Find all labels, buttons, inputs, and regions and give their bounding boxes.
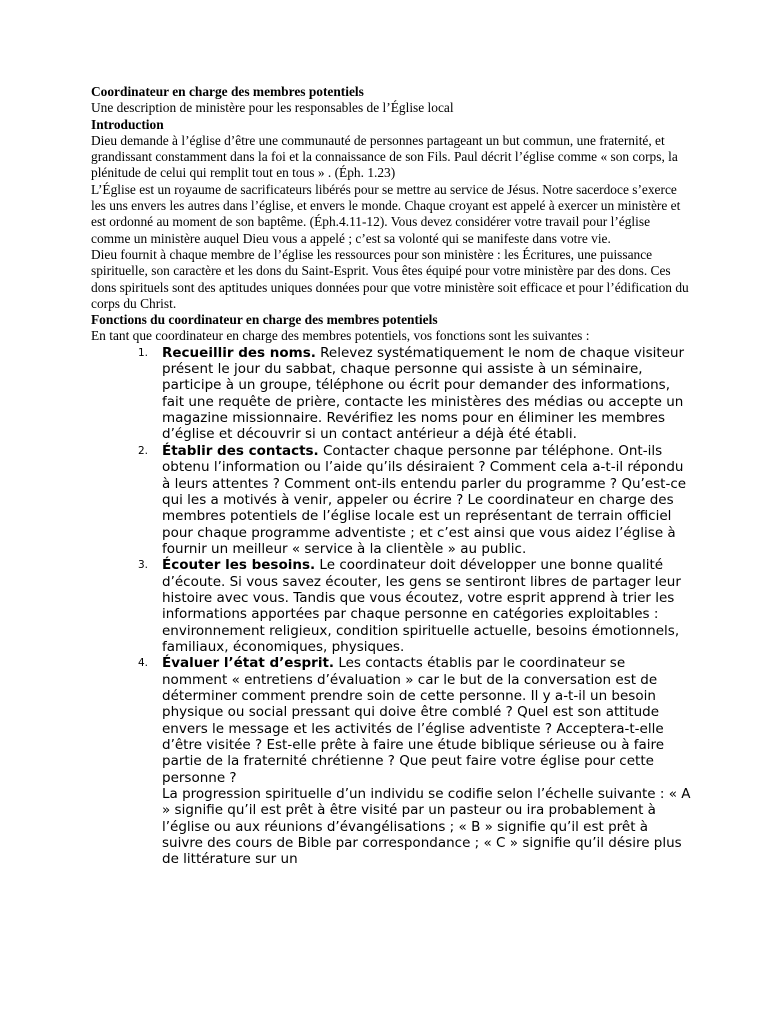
intro-paragraph: Dieu demande à l’église d’être une communauté de personnes partageant un but commun, une fraternité, et grandissant constamment dans la foi et la connaissance de son Fils. Paul décrit l’église comme « son corps, la plénitude de celui qui remplit tout en tous » . (Éph. 1.23): [91, 132, 678, 181]
functions-heading: Fonctions du coordinateur en charge des membres potentiels: [91, 312, 438, 328]
item-text: Le coordinateur doit développer une bonne qualité d’écoute. Si vous savez écouter, les gens se sentiront libres de partager leur histoire avec vous. Tandis que vous écoutez, votre esprit apprend à trier les informations apportées par chaque personne en catégories exploitables : environnement religieux, condition spirituelle actuelle, besoins émotionnels, familiaux, économiques, physiques.: [162, 557, 681, 655]
item-text: Contacter chaque personne par téléphone. Ont-ils obtenu l’information ou l’aide qu’ils désiraient ? Comment cela a-t-il répondu à leurs attentes ? Comment ont-ils entendu parler du programme ? Qu’est-ce qui les a motivés à venir, appeler ou écrire ? Le coordinateur en charge des membres potentiels de l’église locale est un représentant de terrain officiel pour chaque programme adventiste ; et c’est ainsi que vous aidez l’église à fournir un meilleur « service à la clientèle » au public.: [162, 442, 687, 557]
list-item: [91, 345, 691, 443]
document-subtitle: Une description de ministère pour les responsables de l’Église local: [91, 100, 454, 116]
list-item: [91, 443, 691, 557]
item-lead: Écouter les besoins.: [162, 557, 316, 574]
functions-list: [91, 345, 691, 868]
list-item: [91, 655, 691, 867]
introduction-heading: Introduction: [91, 116, 164, 132]
functions-intro: En tant que coordinateur en charge des membres potentiels, vos fonctions sont les suivantes :: [91, 328, 590, 344]
list-item: [91, 557, 691, 655]
intro-paragraph: Dieu fournit à chaque membre de l’église les ressources pour son ministère : les Écritures, une puissance spirituelle, son caractère et les dons du Saint-Esprit. Vous êtes équipé pour votre ministère par des dons. Ces dons spirituels sont des aptitudes uniques données pour que votre ministère soit efficace et pour l’édification du corps du Christ.: [91, 246, 689, 311]
item-text: Relevez systématiquement le nom de chaque visiteur présent le jour du sabbat, chaque personne qui assiste à un séminaire, participe à un groupe, téléphone ou écrit pour demander des informations, fait une requête de prière, contacte les ministères des médias ou accepte un magazine missionnaire. Revérifiez les noms pour en éliminer les membres d’église et découvrir si un contact antérieur a déjà été établi.: [162, 344, 685, 443]
document-title: Coordinateur en charge des membres potentiels: [91, 84, 364, 99]
item-continuation: La progression spirituelle d’un individu se codifie selon l’échelle suivante : « A » signifie qu’il est prêt à être visité par un pasteur ou ira probablement à l’église ou aux réunions d’évangélisations ; « B » signifie qu’il est prêt à suivre des cours de Bible par correspondance ; « C » signifie qu’il désire plus de littérature sur un: [162, 786, 691, 868]
document-page: [91, 84, 691, 868]
list-number: 1.: [138, 346, 149, 359]
item-lead: Recueillir des noms.: [162, 344, 316, 361]
item-lead: Établir des contacts.: [162, 442, 319, 459]
list-number: 3.: [138, 559, 149, 572]
intro-paragraph: L’Église est un royaume de sacrificateurs libérés pour se mettre au service de Jésus. Notre sacerdoce s’exerce les uns envers les autres dans l’église, et envers le monde. Chaque croyant est appelé à exercer un ministère et est ordonné au moment de son baptême. (Éph.4.11-12). Vous devez considérer votre travail pour l’église comme un ministère auquel Dieu vous a appelé ; c’est sa volonté qui se manifeste dans votre vie.: [91, 181, 681, 246]
list-number: 4.: [138, 657, 149, 670]
list-number: 2.: [138, 444, 149, 457]
item-lead: Évaluer l’état d’esprit.: [162, 655, 335, 672]
item-text: Les contacts établis par le coordinateur se nomment « entretiens d’évaluation » car le but de la conversation est de déterminer comment prendre soin de cette personne. Il y a-t-il un besoin physique ou social pressant qui doive être comblé ? Quel est son attitude envers le message et les activités de l’église adventiste ? Acceptera-t-elle d’être visitée ? Est-elle prête à faire une étude biblique sérieuse ou à faire partie de la fraternité chrétienne ? Que peut faire votre église pour cette personne ?: [162, 655, 665, 786]
